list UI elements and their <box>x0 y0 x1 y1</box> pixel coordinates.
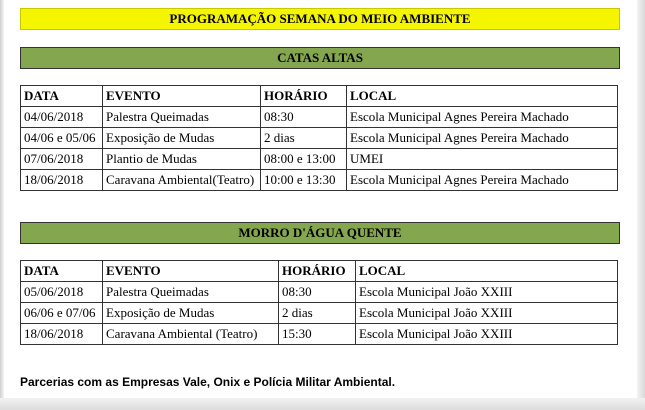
header-evento: EVENTO <box>103 86 261 107</box>
cell-data: 18/06/2018 <box>21 324 103 345</box>
partnerships-note: Parcerias com as Empresas Vale, Onix e Polícia Militar Ambiental. <box>20 375 396 389</box>
cell-local: Escola Municipal João XXIII <box>356 282 618 303</box>
cell-data: 06/06 e 07/06 <box>21 303 103 324</box>
header-horario: HORÁRIO <box>279 261 356 282</box>
schedule-table-catas-altas <box>20 85 618 191</box>
header-local: LOCAL <box>347 86 618 107</box>
schedule-table-morro-dagua-quente <box>20 260 618 345</box>
section-title-catas-altas: CATAS ALTAS <box>20 47 620 69</box>
cell-horario: 2 dias <box>279 303 356 324</box>
page-shadow-left <box>0 0 4 410</box>
table-row <box>21 303 618 324</box>
cell-horario: 08:30 <box>279 282 356 303</box>
cell-horario: 08:00 e 13:00 <box>261 149 347 170</box>
cell-local: UMEI <box>347 149 618 170</box>
cell-horario: 2 dias <box>261 128 347 149</box>
cell-local: Escola Municipal Agnes Pereira Machado <box>347 128 618 149</box>
document-title: PROGRAMAÇÃO SEMANA DO MEIO AMBIENTE <box>20 8 620 30</box>
cell-evento: Caravana Ambiental(Teatro) <box>103 170 261 191</box>
cell-evento: Exposição de Mudas <box>103 303 279 324</box>
table-row <box>21 282 618 303</box>
cell-horario: 15:30 <box>279 324 356 345</box>
page-shadow-right <box>637 0 645 410</box>
section-title-morro-dagua-quente: MORRO D'ÁGUA QUENTE <box>20 222 620 244</box>
cell-data: 05/06/2018 <box>21 282 103 303</box>
cell-data: 04/06 e 05/06 <box>21 128 103 149</box>
cell-evento: Caravana Ambiental (Teatro) <box>103 324 279 345</box>
cell-horario: 08:30 <box>261 107 347 128</box>
cell-local: Escola Municipal João XXIII <box>356 303 618 324</box>
table-row <box>21 107 618 128</box>
cell-local: Escola Municipal Agnes Pereira Machado <box>347 170 618 191</box>
cell-evento: Exposição de Mudas <box>103 128 261 149</box>
header-data: DATA <box>21 261 103 282</box>
cell-local: Escola Municipal Agnes Pereira Machado <box>347 107 618 128</box>
cell-data: 18/06/2018 <box>21 170 103 191</box>
table-row <box>21 324 618 345</box>
table-header-row <box>21 261 618 282</box>
table-header-row <box>21 86 618 107</box>
cell-evento: Plantio de Mudas <box>103 149 261 170</box>
header-local: LOCAL <box>356 261 618 282</box>
cell-data: 07/06/2018 <box>21 149 103 170</box>
table-row <box>21 170 618 191</box>
cell-evento: Palestra Queimadas <box>103 282 279 303</box>
page-shadow-bottom <box>0 398 645 410</box>
cell-horario: 10:00 e 13:30 <box>261 170 347 191</box>
table-row <box>21 128 618 149</box>
header-horario: HORÁRIO <box>261 86 347 107</box>
header-evento: EVENTO <box>103 261 279 282</box>
cell-evento: Palestra Queimadas <box>103 107 261 128</box>
table-row <box>21 149 618 170</box>
cell-local: Escola Municipal João XXIII <box>356 324 618 345</box>
header-data: DATA <box>21 86 103 107</box>
cell-data: 04/06/2018 <box>21 107 103 128</box>
